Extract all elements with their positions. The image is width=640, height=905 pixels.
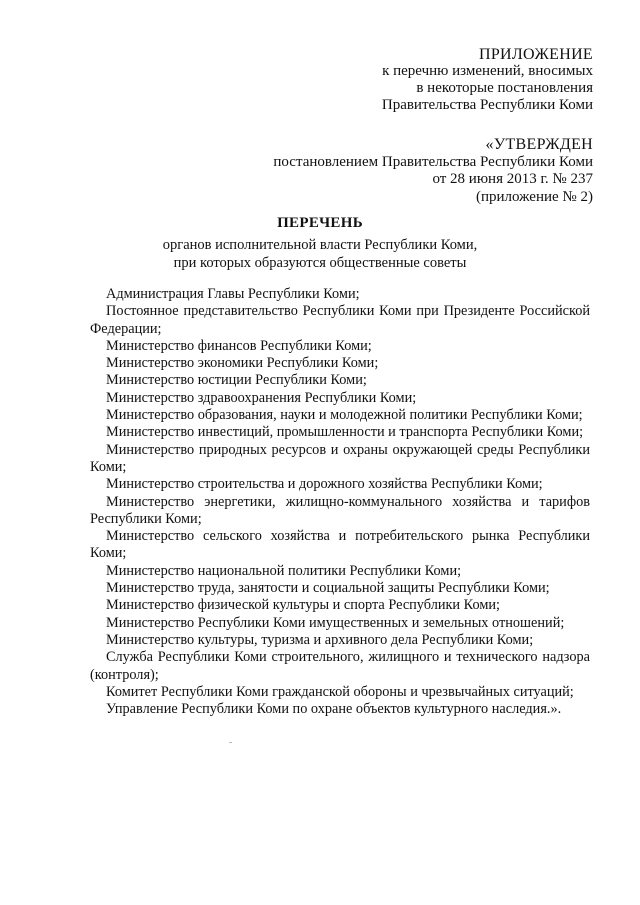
list-item: Министерство сельского хозяйства и потребительского рынка Республики Коми; [90, 528, 590, 562]
approval-line: от 28 июня 2013 г. № 237 [432, 171, 593, 187]
list-item: Министерство экономики Республики Коми; [106, 355, 379, 372]
approval-stamp-block [273, 136, 593, 206]
document-title: ПЕРЕЧЕНЬ [277, 215, 363, 231]
appendix-line: в некоторые постановления [416, 80, 593, 96]
list-item: Министерство юстиции Республики Коми; [106, 372, 367, 389]
list-item: Министерство строительства и дорожного хозяйства Республики Коми; [106, 476, 543, 493]
list-item: Министерство финансов Республики Коми; [106, 337, 372, 354]
list-item: Министерство инвестиций, промышленности и транспорта Республики Коми; [106, 424, 584, 441]
document-subtitle-line: при которых образуются общественные советы [173, 255, 467, 271]
authorities-list [90, 286, 590, 718]
list-item: Министерство Республики Коми имущественных и земельных отношений; [106, 614, 565, 631]
appendix-line: к перечню изменений, вносимых [382, 63, 593, 79]
appendix-title: ПРИЛОЖЕНИЕ [478, 46, 593, 63]
list-item: Министерство образования, науки и молодежной политики Республики Коми; [106, 407, 583, 424]
list-item: Министерство здравоохранения Республики Коми; [106, 389, 417, 406]
appendix-line: Правительства Республики Коми [381, 97, 593, 113]
list-item: Министерство энергетики, жилищно-коммунального хозяйства и тарифов Республики Коми; [90, 493, 590, 527]
list-item: Администрация Главы Республики Коми; [106, 286, 360, 302]
list-item: Постоянное представительство Республики Коми при Президенте Российской Федерации; [90, 303, 590, 337]
scan-speck [229, 742, 232, 743]
list-item: Служба Республики Коми строительного, жилищного и технического надзора (контроля); [90, 649, 590, 683]
document-subtitle [0, 236, 640, 272]
list-item: Министерство национальной политики Республики Коми; [106, 562, 462, 579]
list-item: Министерство природных ресурсов и охраны окружающей среды Республики Коми; [90, 441, 590, 475]
document-subtitle-line: органов исполнительной власти Республики Коми, [162, 237, 478, 253]
list-item: Министерство физической культуры и спорта Республики Коми; [106, 597, 501, 614]
appendix-header [382, 46, 593, 114]
list-item: Министерство труда, занятости и социальной защиты Республики Коми; [106, 580, 550, 597]
list-item: Комитет Республики Коми гражданской обороны и чрезвычайных ситуаций; [106, 683, 574, 700]
approval-line: постановлением Правительства Республики Коми [273, 153, 593, 170]
list-item: Управление Республики Коми по охране объектов культурного наследия.». [106, 701, 562, 718]
list-item: Министерство культуры, туризма и архивного дела Республики Коми; [106, 631, 534, 648]
approval-line: (приложение № 2) [475, 188, 593, 205]
approval-title: «УТВЕРЖДЕН [485, 136, 593, 153]
